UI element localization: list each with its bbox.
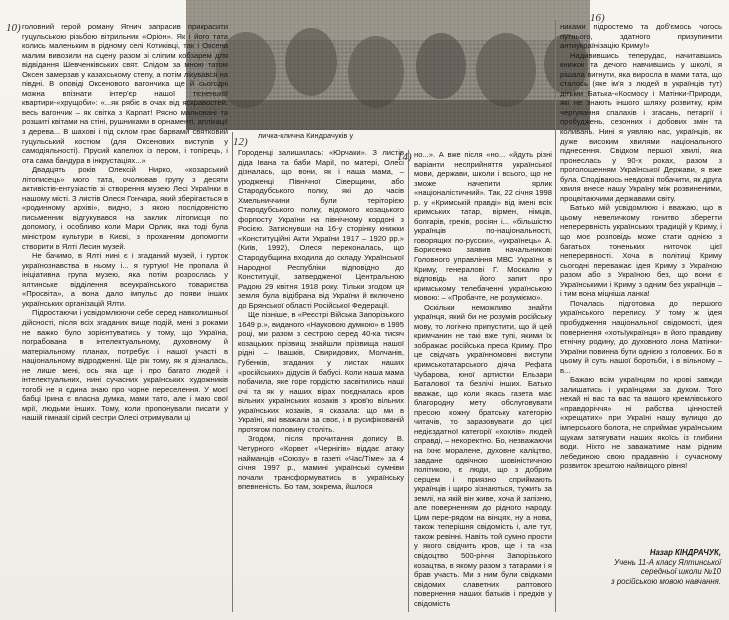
paragraph: Надивившись теперудас, начитавшись книжок та дечого навчившись у школі, я рішала вигнути, яка виросла в мами тата, що сталось (яке ім'я з людей в українців тут) дітьми Батька-«Космосу і Матінки-Природи, які не знають іншого шляху розвитку, крім чергування спалахів і згасань, петаргії і пробуджень, сезонних і добових змін та коливань. Нині я уявляю нас, українців, як дуже високим хвилями національного піднесення. Свідком першої хвилі, яка пронеслась у 90-х роках, разом з проголошенням Української Держави, я вже була. Сподіваюсь невдовзі побачити, як друга хвиля внесе нашу Україну між розвиненими, процвітаючими державами світу. bbox=[560, 50, 722, 203]
author-signature bbox=[551, 548, 721, 586]
author-line: Учень 11-А класу Ялтинської bbox=[614, 557, 721, 567]
paragraph: никами підростемо та доб'ємось чогось путнього, здатного призупинити антиукраїнізацію Криму!» bbox=[560, 22, 722, 51]
column-divider bbox=[408, 150, 409, 612]
paragraph: Не бачимо, в Ялті нині є і згаданий музей, і гурток українознавства в ньому і... я гуртую! Не пропала й ініціативна група музею, яка потім розрослась у ялтинське відділення всеукраїнського товариства «Просвіта», а вона дало імпульс до появи інших українських організацій Ялти. bbox=[22, 251, 228, 308]
page-number-3: 14) bbox=[397, 151, 412, 163]
article-column-4 bbox=[560, 22, 722, 542]
author-line: з російською мовою навчання. bbox=[611, 576, 721, 586]
paragraph: Городенці залишилась: «Юрчаки». З листів діда Івана та баби Марії, по матері, Олесі дізналась, що вони, як і наша мама, – уродженці Північної Сіверщини, або Стародубського полку, які до часів Хмельниччини були теріторією Стародубського полку, відомого козацького форпосту України на північному кордоні з Росією. Затиснувши на 16-у сторінку книжки «Конституційні Акти України 1917 – 1920 рр.» (Київ, 1992), Олеся переконалась, що Стародубщина входила до складу Української Народної Республіки відповідно до Конституції, затвердженої Центральною Радою 29 квітня 1918 року. Тільки згодом ця земля була відібрана від України й включено до Брянської області Російської Федерації. bbox=[238, 148, 404, 310]
article-column-3 bbox=[414, 150, 552, 618]
page-number-2: 12) bbox=[233, 136, 248, 148]
photo-caption: личка-клична Киндрачуків у bbox=[258, 131, 354, 140]
photo-image bbox=[186, 0, 590, 130]
paragraph: Згодом, після прочитання допису В. Четурного «Корвет «Чернігів» віддає атаку найманців «Союзу» в газеті «Час/Тіме» за 4 січня 1997 р., мамині українські сумніви почали трансформуватись в українську впевненість. Бо там, зокрема, йшлося bbox=[238, 434, 404, 492]
paragraph: Підростаючи і усвідомлюючи себе серед навколишньої дійсності, після всіх згаданих вище подій, мені з роками не важко було зорієнтуватись у тому, що Україна, пограбована в інтелектуальному, духовному й матеріальному планах, потребує і нашої участі в національному відродженні. Ще рік тому, як я дізналась, не лише мені, ось яка ще і про багато людей і інтелектуальних, нині сучасних українських художників тогобі не я єдина знаю про чорне переселення. У моєї бабці Ірина є власна думка, мами тато, але і маю свої мрії, людьми інших. Тому, коли пропонували писати у нашій гімназії сірий сестри Олесі отримували ці bbox=[22, 308, 228, 423]
column-divider bbox=[232, 132, 233, 612]
paragraph: Батько мій усвідомлюю і вважаю, що в цьому невеличкому гонитво зберегти неперервність українських традицій у Криму, і що моє розповідь може стати однією з багатьох тоненьких ниточок цієї неперервності. Хоча в політиці Криму сьогодні переважає ідея Криму з Україною разом або з Україною без, що вони є Українськими і Криму з одним без українців – і тим вона міцніша ланка! bbox=[560, 203, 722, 299]
paragraph: но...». А вже після «но... «йдуть різні варіанти несприйняття української мови, держави, школи і всього, що не зможе начепити ярлик «націоналістичний». Так, 22 січня 1998 р. у «Кримській правді» від імені всіх кримських татар, вірмен, німців, болгарів, греків, росіян і... «більшістю українців по-національності, говорящих по-русски», «українець» А. Борисенко заявив начальникові Головного управління МВС України в Криму, генералові Г. Москалю у відповідь на його запит про кримському телебаченні українською мовою: – «Пробачте, не розуміємо». bbox=[414, 150, 552, 303]
paragraph: Бажаю всім українцям по крові завжди залишатись і українцями за духом. Того нехай ні вас та вас та вашого кремлівського «правдоріччя» ні рабства цінностей «хрещатих» при Україні нашу вулицю до імперського болота, не сприймає українським щукам затягувати наших якоїсь із глибини води. Ніхто не заважатиме нам рідним лебединою свою прадавнію і сучасному розвиток зрештою найвищого рівня! bbox=[560, 375, 722, 471]
author-name: Назар КІНДРАЧУК, bbox=[649, 548, 721, 557]
article-column-1 bbox=[22, 22, 228, 618]
article-column-2 bbox=[238, 148, 404, 618]
page-number-4: 16) bbox=[590, 12, 605, 24]
page-number-1: 10) bbox=[6, 22, 21, 34]
newspaper-photo bbox=[186, 0, 590, 130]
paragraph: головний герой роману Ягнич запрасив прикрасити гуцульською різьбою вітрильник «Оріон». Як і його тата колись маленьким в рідному селі Котиківці, так і Оксена малим вивозили на сцену разом зі сліпим кобзарем для відвідання Шевченківських свят. Слідом за мною татом Оксен замерзав у казахському степу, а потім лікувався на півдні. В оповіді Оксенового вагончика ще й сьогодні можна впізнати інтер'єр нашої тісненької квартири-«хрущоби»: «...як рябіє в очах від яскравостей: весь вагончик – як світка з Карпат! Рясно мальовані та розшиті квітами на стіні, рушниками в орнаменті, аплікації з дерева... В шахові і під склом грає барвами святковий гуцульський костюм (для Оксенових виступів у самодіяльності). Прусий капелюх із пером, і топірець, і ота сама бандура в інкрустаціях...» bbox=[22, 22, 228, 165]
paragraph: Двадцять років Олексій Нирко, «козарський літописець» мого тата, очолював групу з десяти активістів-ентузіастів зі створення музею Лесі Українки в нашому місті. З листів Олеся Гончара, який зберігається в «родинному архіві», видно, з якою послідовністю письменник відгукувався на заклик літописця по допомогу, і особливо коли Мари Орлик, яка тоді була міністром культури в Києві, з проханням допомогти створити в Ялті Лесин музей. bbox=[22, 165, 228, 251]
paragraph: Ще пізніше, в «Реєстрі Війська Запорізького 1649 р.», виданого «Науковою думкою» в 1995 році, ми разом з сестрою серед 40-ка тисяч козацьких прізвищ знайшли прізвища нашої рідні – Івашків, Свиридових, Молчанів, Губенків, згаданих у листах наших «російських» дідусів й бабусі. Коли наша мама побачила, яке горе гордістю засвітились наші очі та як у наших вірах поєдналась кров вільних українських козаків з кров'ю вільних українських козаків, я сказала: що ми в Україні, які вважали за своє, і в русифікованій протягом половину століть. bbox=[238, 310, 404, 434]
paragraph: Почалась підготовка до першого українського перепису. У тому ж ідея пробудження національної свідомості, ідея повернення «хотьїукраїнця» в його правдиву етнічну родину, до духовного лона Матінки-України повинна бути однією з головних. Бо в цьому й суть нашої боротьби, і в вільному – в... bbox=[560, 298, 722, 375]
author-line: середньої школи №10 bbox=[640, 567, 721, 577]
column-divider bbox=[555, 20, 556, 612]
paragraph: Оскільки неможливо знайти українця, який би не розумів російську мову, то логічно припустити, що й цей кримчанин не такі вже тупі, якими їх зображає російська преса Криму. Про це свідчать українномовні виступи кримськотатарського діяча Рефата Чубарова, юної артистки Ельзари Баталової та безлічі інших. Батько вважає, що коли якась газета має благородну мету обслуговувати пресою кожну братську категорію читачів, то заразовувати до цієї недієздатної категорії «хохлів» людей справді, – некоректно. Бо, незважаючи на їхнє моралене, духовне каліцтво, завдане одвічною шовіністичною політикою, є люди, що з добрим серцем і приязно сприймають українців і щиро зізнаються, тужить за землі, на якій він живе, хоча й запізню, але поверненням до рідного народу. Цим пере-рядом на вінцях, ну а нова, також теперішня свідомість і, але тут, також ревінні. Навіть той сумно прости у якого свідчить кров, ще і та «за свідоцтво 500-річчя Запорізького козацтва, в якому разом з татарами і я брав участь. Ми з ним були свідками свідомих славетних раптового повернення наших батьків і предків у свідомість bbox=[414, 302, 552, 608]
